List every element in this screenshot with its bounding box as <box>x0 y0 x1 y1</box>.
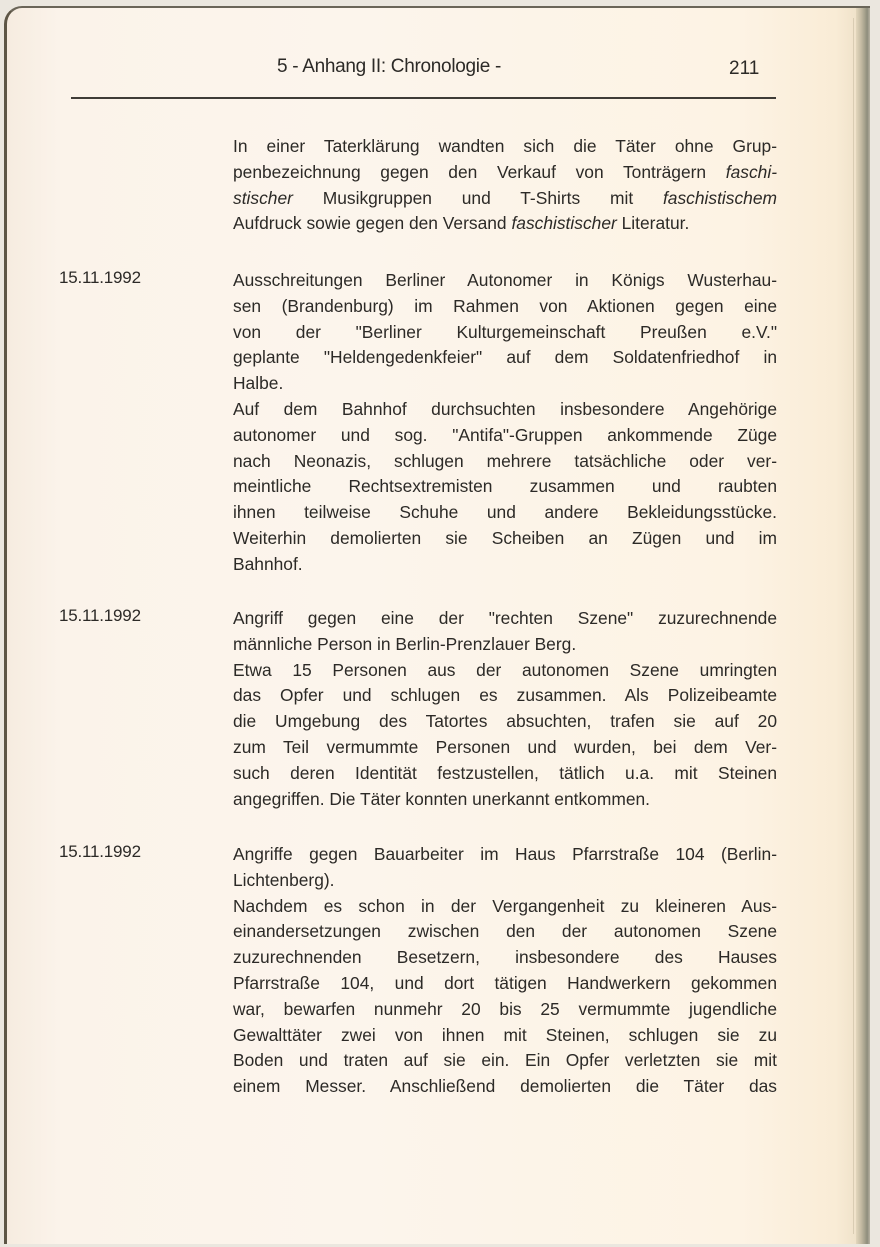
chapter-title: 5 - Anhang II: Chronologie - <box>277 56 501 77</box>
text-line: Halbe. <box>233 373 284 394</box>
text-line: Ausschreitungen Berliner Autonomer in Königs Wusterhau- <box>233 270 777 290</box>
text-line: Auf dem Bahnhof durchsuchten insbesondere Angehörige <box>233 398 777 419</box>
page-edge-line <box>853 18 854 1234</box>
text-line: Gewalttäter zwei von ihnen mit Steinen, schlugen sie zu <box>233 1024 777 1045</box>
italic-term: faschistischer <box>511 213 617 234</box>
text-line: einem Messer. Anschließend demolierten die Täter das <box>233 1076 777 1097</box>
text-line: Boden und traten auf sie ein. Ein Opfer verletzten sie mit <box>233 1050 777 1071</box>
text-line: Aufdruck sowie gegen den Versand faschistischer Literatur. <box>233 213 690 234</box>
header-rule <box>71 97 776 99</box>
text-line: In einer Taterklärung wandten sich die Täter ohne Grup- <box>233 136 777 156</box>
text-line: Etwa 15 Personen aus der autonomen Szene umringten <box>233 659 777 680</box>
text-line: Angriff gegen eine der "rechten Szene" zuzurechnende <box>233 608 777 628</box>
text-line: sen (Brandenburg) im Rahmen von Aktionen gegen eine <box>233 295 777 316</box>
text-line: von der "Berliner Kulturgemeinschaft Preußen e.V." <box>233 321 777 342</box>
text-line: Lichtenberg). <box>233 869 335 890</box>
entry-date: 15.11.1992 <box>59 606 141 625</box>
entry-text <box>233 842 777 1100</box>
text-line: penbezeichnung gegen den Verkauf von Tonträgern faschi- <box>233 161 777 182</box>
page-number: 211 <box>729 58 760 79</box>
text-line: Angriffe gegen Bauarbeiter im Haus Pfarrstraße 104 (Berlin- <box>233 844 777 864</box>
book-binding <box>856 8 870 1244</box>
intro-paragraph <box>233 134 777 237</box>
text-line: ihnen teilweise Schuhe und andere Bekleidungsstücke. <box>233 502 777 523</box>
text-line: Bahnhof. <box>233 553 303 574</box>
italic-term: stischer <box>233 187 293 208</box>
entry-text <box>233 606 777 812</box>
running-header <box>7 56 873 86</box>
text-line: nach Neonazis, schlugen mehrere tatsächliche oder ver- <box>233 450 777 471</box>
text-line: stischer Musikgruppen und T-Shirts mit faschistischem <box>233 187 777 208</box>
text-line: such deren Identität festzustellen, tätlich u.a. mit Steinen <box>233 762 777 783</box>
entry-date: 15.11.1992 <box>59 268 141 287</box>
text-line: Pfarrstraße 104, und dort tätigen Handwerkern gekommen <box>233 972 777 993</box>
text-line: zum Teil vermummte Personen und wurden, bei dem Ver- <box>233 736 777 757</box>
entry-date: 15.11.1992 <box>59 842 141 861</box>
entry-text <box>233 268 777 578</box>
text-line: zuzurechnenden Besetzern, insbesondere des Hauses <box>233 947 777 968</box>
text-line: meintliche Rechtsextremisten zusammen und raubten <box>233 476 777 497</box>
italic-term: faschistischem <box>662 187 777 208</box>
text-line: die Umgebung des Tatortes absuchten, trafen sie auf 20 <box>233 711 777 732</box>
text-line: das Opfer und schlugen es zusammen. Als Polizeibeamte <box>233 685 777 706</box>
italic-term: faschi- <box>725 161 777 182</box>
text-line: autonomer und sog. "Antifa"-Gruppen ankommende Züge <box>233 424 777 445</box>
text-line: war, bewarfen nunmehr 20 bis 25 vermummte jugendliche <box>233 998 777 1019</box>
text-line: männliche Person in Berlin-Prenzlauer Berg. <box>233 633 577 654</box>
text-line: geplante "Heldengedenkfeier" auf dem Soldatenfriedhof in <box>233 347 777 368</box>
text-line: einandersetzungen zwischen den der autonomen Szene <box>233 921 777 942</box>
text-line: Nachdem es schon in der Vergangenheit zu kleineren Aus- <box>233 895 777 916</box>
text-line: angegriffen. Die Täter konnten unerkannt entkommen. <box>233 788 650 809</box>
text-line: Weiterhin demolierten sie Scheiben an Zügen und im <box>233 527 777 548</box>
book-page <box>4 6 870 1244</box>
